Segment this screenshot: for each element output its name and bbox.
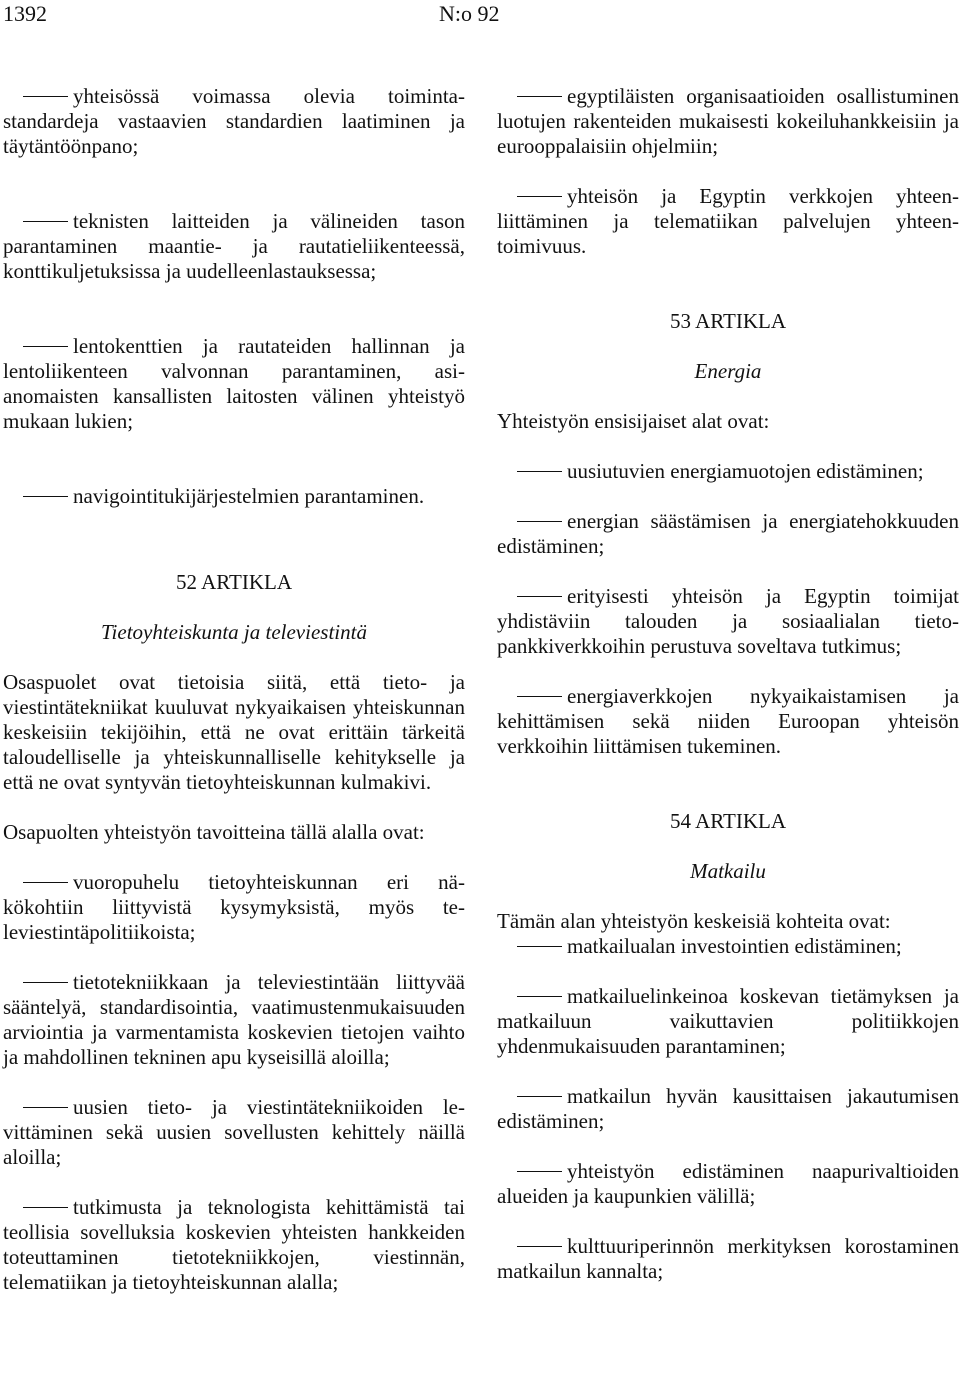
dash-bullet [23, 221, 68, 222]
list-item: erityisesti yhteisön ja Egyptin toimijat yhdistäviin talouden ja sosiaalialan tietopankkiverkkoihin perustuva soveltava tutkimus; [497, 584, 959, 658]
dash-bullet [517, 1096, 562, 1097]
list-item: navigointitukijärjestelmien parantaminen. [3, 484, 465, 509]
right-column [497, 84, 959, 1284]
dash-bullet [517, 946, 562, 947]
article-title: Matkailu [690, 859, 766, 883]
list-item: matkailualan investointien edistäminen; [497, 934, 959, 959]
dash-bullet [517, 521, 562, 522]
page-header [0, 0, 960, 30]
dash-bullet [23, 346, 68, 347]
paragraph: Osapuolten yhteistyön tavoitteina tällä alalla ovat: [3, 820, 425, 844]
article-title: Energia [694, 359, 762, 383]
dash-bullet [517, 996, 562, 997]
list-item: egyptiläisten organisaatioiden osallistuminen luotujen rakenteiden mukaisesti kokeiluhankkeisiin ja eurooppalaisiin ohjelmiin; [497, 84, 959, 158]
dash-bullet [23, 96, 68, 97]
article-heading: 52 ARTIKLA [176, 570, 292, 594]
left-column [3, 84, 465, 1295]
list-item: uusien tieto- ja viestintätekniikoiden levittäminen sekä uusien sovellusten kehittely näillä aloilla; [3, 1095, 465, 1169]
list-item: yhteistyön edistäminen naapurivaltioiden alueiden ja kaupunkien välillä; [497, 1159, 959, 1208]
dash-bullet [23, 496, 68, 497]
article-heading: 54 ARTIKLA [670, 809, 786, 833]
list-item: yhteisön ja Egyptin verkkojen yhteenliittäminen ja telematiikan palvelujen yhteentoimivuus. [497, 184, 959, 258]
paragraph: Osaspuolet ovat tietoisia siitä, että tieto- ja viestintätekniikat kuuluvat nykyaikaisen yhteiskunnan keskeisiin tekijöihin, että ne ovat erittäin tärkeitä taloudelliselle ja yhteiskunnalliselle kehitykselle ja että ne ovat syntyvän tietoyhteiskunnan kulmakivi. [3, 670, 465, 794]
dash-bullet [23, 982, 68, 983]
paragraph: Yhteistyön ensisijaiset alat ovat: [497, 409, 770, 433]
dash-bullet [23, 1107, 68, 1108]
list-item: matkailuelinkeinoa koskevan tietämyksen ja matkailuun vaikuttavien politiikkojen yhdenmukaisuuden parantaminen; [497, 984, 959, 1058]
list-item: energian säästämisen ja energiatehokkuuden edistäminen; [497, 509, 959, 558]
dash-bullet [517, 1171, 562, 1172]
article-heading: 53 ARTIKLA [670, 309, 786, 333]
list-item: yhteisössä voimassa olevia toimintastandardeja vastaavien standardien laatiminen ja täytäntöönpano; [3, 84, 465, 158]
dash-bullet [517, 696, 562, 697]
list-item: teknisten laitteiden ja välineiden tason parantaminen maantie- ja rautatieliikenteessä, konttikuljetuksissa ja uudelleenlastauksessa; [3, 209, 465, 283]
dash-bullet [23, 882, 68, 883]
page-number: 1392 [3, 1, 47, 26]
article-title: Tietoyhteiskunta ja televiestintä [101, 620, 367, 644]
list-item: tutkimusta ja teknologista kehittämistä tai teollisia sovelluksia koskevien yhteisten hankkeiden toteuttaminen tietotekniikkojen, viestinnän, telematiikan ja tietoyhteiskunnan alalla; [3, 1195, 465, 1294]
list-item: energiaverkkojen nykyaikaistamisen ja kehittämisen sekä niiden Euroopan yhteisön verkkoihin liittämisen tukeminen. [497, 684, 959, 758]
list-item: matkailun hyvän kausittaisen jakautumisen edistäminen; [497, 1084, 959, 1133]
dash-bullet [517, 471, 562, 472]
paragraph: Tämän alan yhteistyön keskeisiä kohteita ovat: [497, 909, 891, 933]
list-item: kulttuuriperinnön merkityksen korostaminen matkailun kannalta; [497, 1234, 959, 1283]
list-item: uusiutuvien energiamuotojen edistäminen; [497, 459, 959, 484]
dash-bullet [517, 96, 562, 97]
dash-bullet [517, 196, 562, 197]
journal-number: N:o 92 [439, 1, 500, 26]
list-item: lentokenttien ja rautateiden hallinnan ja lentoliikenteen valvonnan parantaminen, asianomaisten kansallisten laitosten välinen yhteistyö mukaan lukien; [3, 334, 465, 433]
list-item: vuoropuhelu tietoyhteiskunnan eri näkökohtiin liittyvistä kysymyksistä, myös televiestintäpolitiikoista; [3, 870, 465, 944]
dash-bullet [517, 596, 562, 597]
dash-bullet [23, 1207, 68, 1208]
list-item: tietotekniikkaan ja televiestintään liittyvää sääntelyä, standardisointia, vaatimustenmukaisuuden arviointia ja varmentamista koskevien tietojen vaihto ja mahdollinen tekninen apu kyseisillä aloilla; [3, 970, 465, 1069]
dash-bullet [517, 1246, 562, 1247]
